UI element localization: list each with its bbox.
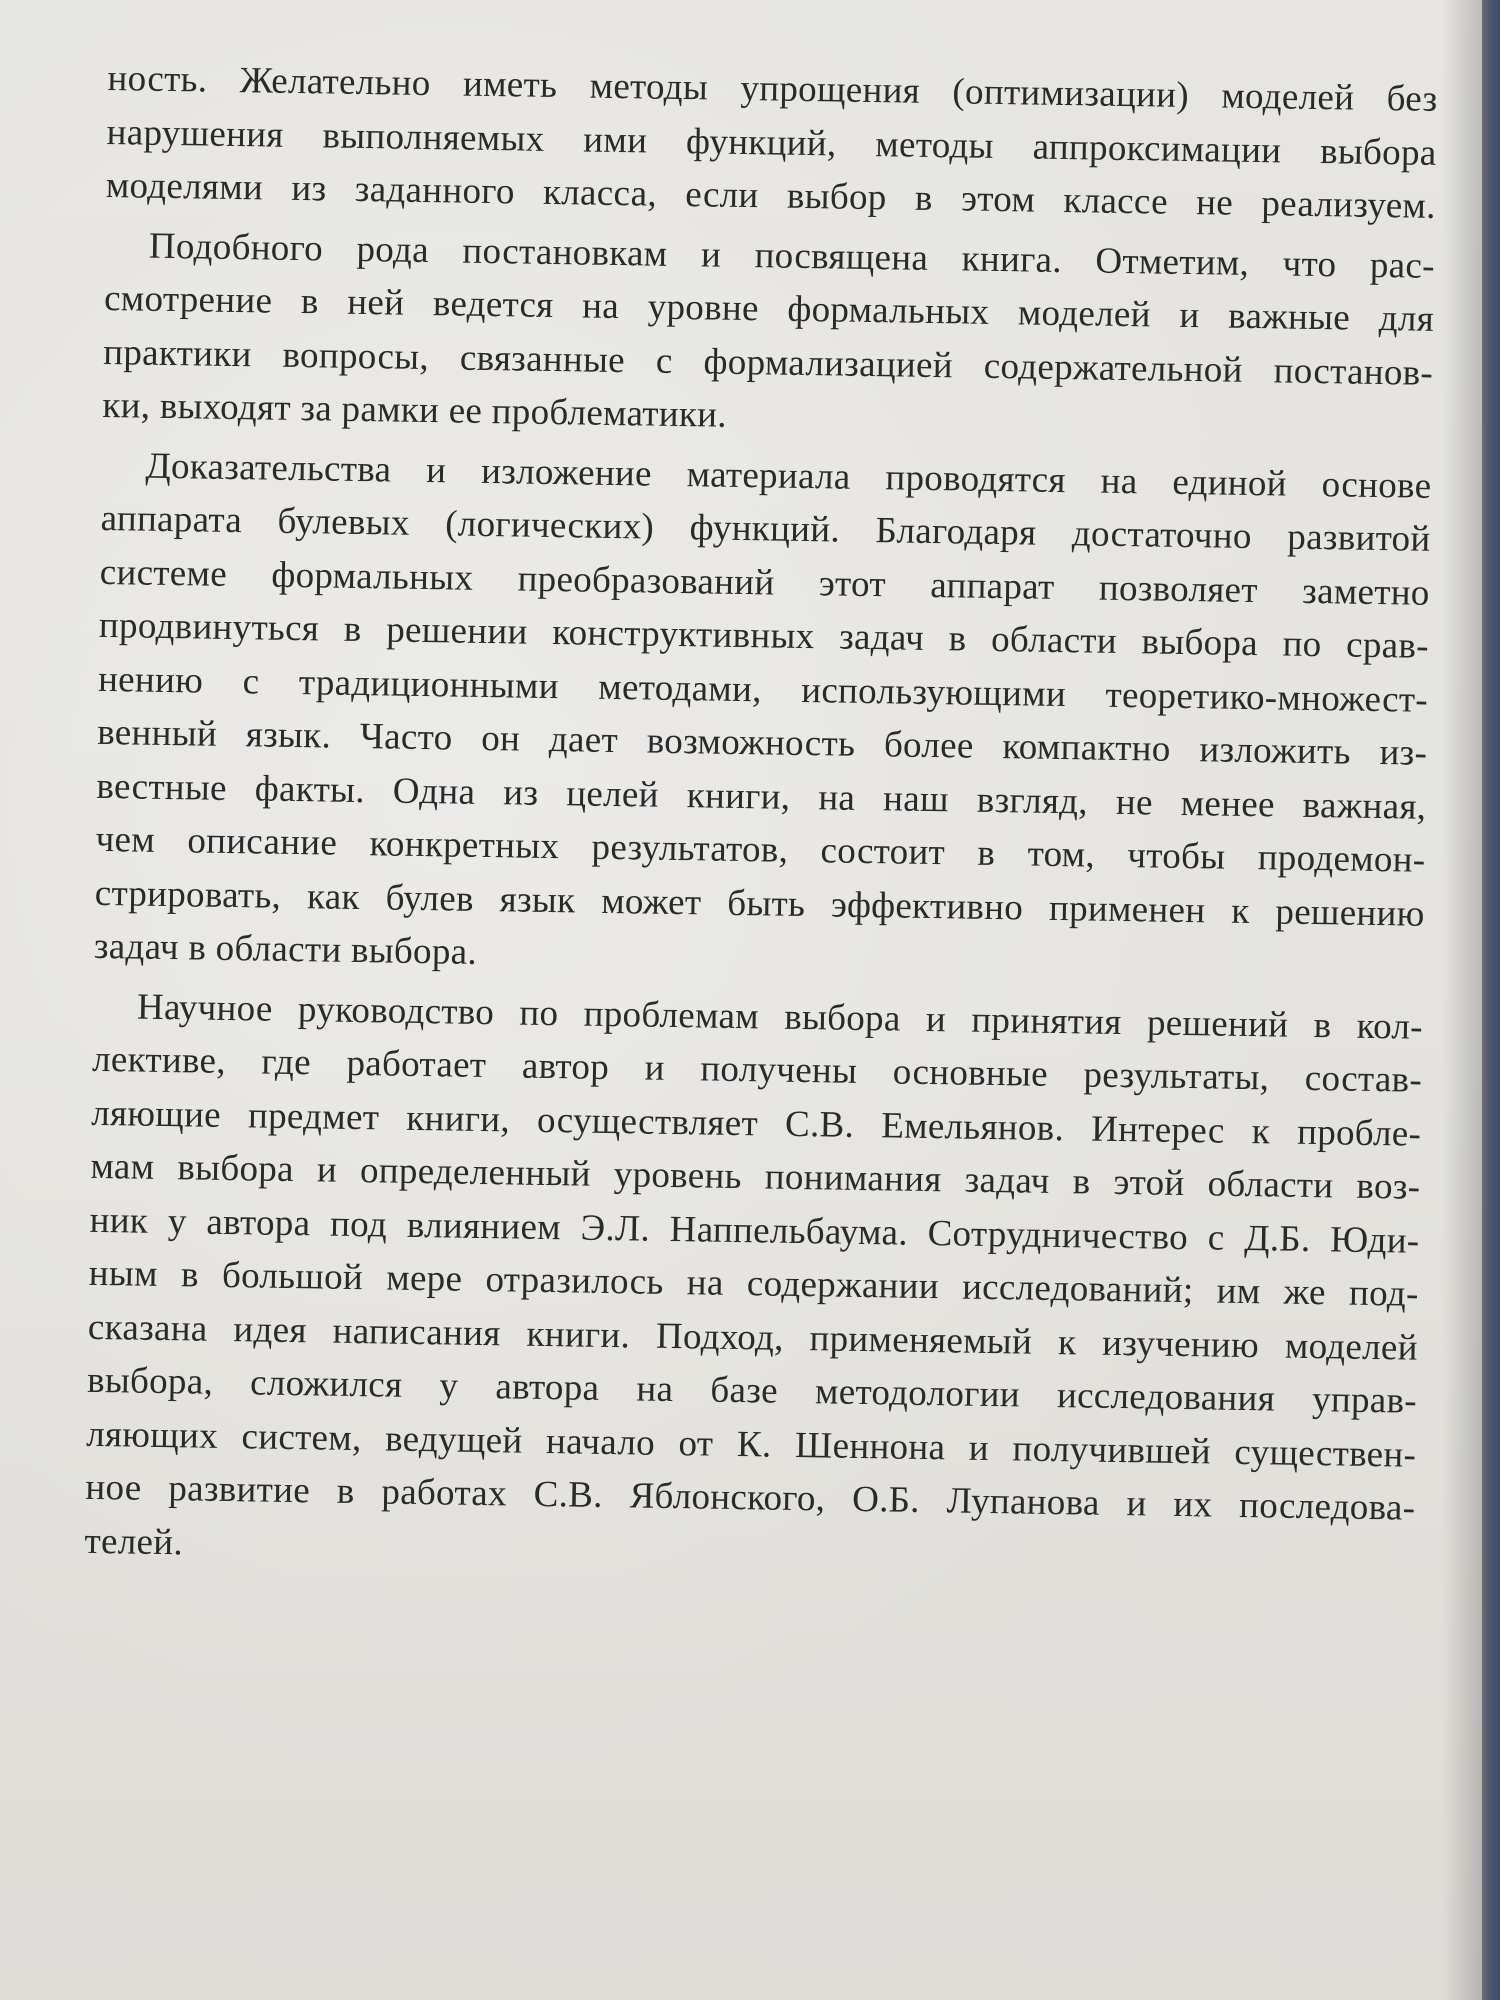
paragraph-4 [84,979,1423,1588]
text-line: аппарата булевых (логических) функций. Благодаря достаточно развитой [100,497,1431,560]
text-line: венный язык. Часто он дает возможность более компактно изложить из- [96,711,1428,774]
paragraph-3 [94,438,1432,994]
text-line: продвинуться в решении конструктивных задач в области выбора по срав- [98,604,1430,667]
text-line: нению с традиционными методами, использующими теоретико-множест- [97,658,1429,721]
text-line: системе формальных преобразований этот аппарат позволяет заметно [99,551,1430,614]
text-line: сказана идея написания книги. Подход, применяемый к изучению моделей [87,1306,1419,1369]
text-line: Доказательства и изложение материала проводятся на единой основе [145,445,1432,507]
text-line: вестные факты. Одна из целей книги, на наш взгляд, не менее важная, [96,765,1427,828]
paragraph-1 [105,52,1437,233]
text-line: смотрение в ней ведется на уровне формальных моделей и важные для [103,277,1435,340]
text-line: моделями из заданного класса, если выбор в этом классе не реализуем. [105,164,1437,227]
page-text [84,52,1438,1595]
text-line: ляющие предмет книги, осуществляет С.В. Емельянов. Интерес к пробле- [91,1092,1422,1155]
text-line: выбора, сложился у автора на базе методологии исследования управ- [86,1359,1418,1422]
text-line: практики вопросы, связанные с формализацией содержательной постанов- [102,331,1434,394]
book-cover-edge [1482,0,1500,2000]
text-line: задач в области выбора. [93,925,478,973]
text-line: стрировать, как булев язык может быть эффективно применен к решению [94,872,1425,935]
paragraph-2 [102,218,1435,453]
text-line: мам выбора и определенный уровень понимания задач в этой области воз- [90,1145,1421,1208]
text-line: лективе, где работает автор и получены основные результаты, состав- [91,1038,1423,1101]
page-gutter-shadow [1442,0,1482,2000]
text-line: чем описание конкретных результатов, состоит в том, чтобы продемон- [95,818,1426,881]
text-line: ным в большой мере отразилось на содержании исследований; им же под- [88,1252,1419,1315]
text-line: телей. [84,1520,184,1563]
text-line: ник у автора под влиянием Э.Л. Наппельбаума. Сотрудничество с Д.Б. Юди- [89,1199,1420,1262]
text-line: ность. Желательно иметь методы упрощения (оптимизации) моделей без [107,57,1438,120]
text-line: ки, выходят за рамки ее проблематики. [102,384,728,436]
text-line: Научное руководство по проблемам выбора и принятия решений в кол- [136,986,1424,1048]
text-line: ляющих систем, ведущей начало от К. Шеннона и получившей существен- [85,1413,1417,1476]
text-line: Подобного рода постановкам и посвящена книга. Отметим, что рас- [148,225,1436,287]
text-line: ное развитие в работах С.В. Яблонского, О.Б. Лупанова и их последова- [85,1466,1416,1529]
text-line: нарушения выполняемых ими функций, методы аппроксимации выбора [106,111,1437,174]
